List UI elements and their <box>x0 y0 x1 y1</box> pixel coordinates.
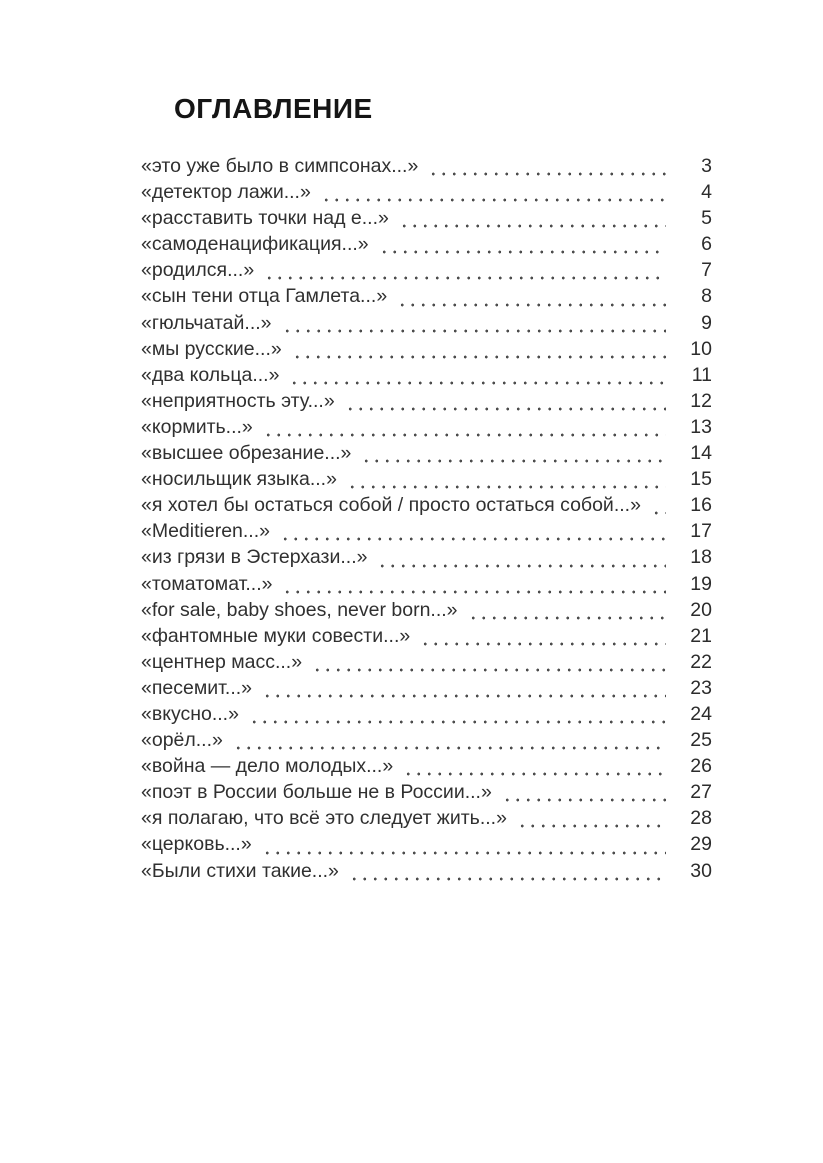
dot-leader <box>502 781 666 807</box>
toc-page-number: 8 <box>701 285 712 308</box>
toc-entry-title: «центнер масс...» <box>141 650 303 673</box>
dot-leader <box>428 155 666 181</box>
toc-entry-title: «томатомат...» <box>141 572 273 595</box>
toc-entry-title: «сын тени отца Гамлета...» <box>141 285 388 308</box>
dot-leader <box>262 833 666 859</box>
toc-row <box>141 677 712 703</box>
toc-entry-title: «гюльчатай...» <box>141 311 272 334</box>
toc-page-number: 5 <box>701 207 712 230</box>
dot-leader <box>397 285 666 311</box>
toc-entry-title: «самоденацификация...» <box>141 233 369 256</box>
dot-leader <box>651 494 666 520</box>
toc-entry-title: «песемит...» <box>141 676 253 699</box>
toc-entry-title: «расставить точки над е...» <box>141 207 389 230</box>
dot-leader <box>403 755 666 781</box>
dot-leader <box>264 259 666 285</box>
toc-row <box>141 833 712 859</box>
dot-leader <box>262 677 666 703</box>
toc-row <box>141 755 712 781</box>
dot-leader <box>468 599 666 625</box>
toc-entry-title: «орёл...» <box>141 729 223 752</box>
toc-entry-title: «родился...» <box>141 259 255 282</box>
toc-page-number: 28 <box>690 807 712 830</box>
toc-page-number: 12 <box>690 389 712 412</box>
dot-leader <box>280 520 666 546</box>
dot-leader <box>420 625 666 651</box>
dot-leader <box>292 338 666 364</box>
toc-entry-title: «фантомные муки совести...» <box>141 624 411 647</box>
toc-row <box>141 312 712 338</box>
toc-row <box>141 338 712 364</box>
toc-entry-title: «кормить...» <box>141 415 253 438</box>
toc-entry-title: «for sale, baby shoes, never born...» <box>141 598 458 621</box>
dot-leader <box>361 442 666 468</box>
toc-page-number: 25 <box>690 729 712 752</box>
toc-row <box>141 207 712 233</box>
toc-page-number: 22 <box>690 650 712 673</box>
toc-page-number: 13 <box>690 415 712 438</box>
dot-leader <box>233 729 666 755</box>
toc-entry-title: «Были стихи такие...» <box>141 859 339 882</box>
toc-entry-title: «мы русские...» <box>141 337 282 360</box>
toc-page-number: 4 <box>701 181 712 204</box>
toc-entry-title: «из грязи в Эстерхази...» <box>141 546 368 569</box>
toc-row <box>141 416 712 442</box>
toc-entry-title: «неприятность эту...» <box>141 389 335 412</box>
toc-entry-title: «высшее обрезание...» <box>141 442 352 465</box>
toc-row <box>141 468 712 494</box>
toc-page-number: 14 <box>690 442 712 465</box>
toc-page-number: 6 <box>701 233 712 256</box>
toc-row <box>141 233 712 259</box>
toc-page-number: 10 <box>690 337 712 360</box>
dot-leader <box>517 807 666 833</box>
toc-row <box>141 546 712 572</box>
toc-page-number: 7 <box>701 259 712 282</box>
toc-row <box>141 442 712 468</box>
toc-page-number: 3 <box>701 155 712 177</box>
toc-entry-title: «детектор лажи...» <box>141 181 311 204</box>
toc-row <box>141 651 712 677</box>
toc-row <box>141 520 712 546</box>
toc-row <box>141 573 712 599</box>
dot-leader <box>349 860 666 886</box>
toc-row <box>141 285 712 311</box>
toc-entry-title: «поэт в России больше не в России...» <box>141 781 492 804</box>
dot-leader <box>399 207 666 233</box>
toc-row <box>141 599 712 625</box>
toc-page-number: 9 <box>701 311 712 334</box>
page-title: ОГЛАВЛЕНИЕ <box>174 93 373 124</box>
toc-row <box>141 860 712 886</box>
dot-leader <box>289 364 666 390</box>
dot-leader <box>345 390 666 416</box>
toc-entry-title: «я полагаю, что всё это следует жить...» <box>141 807 507 830</box>
dot-leader <box>249 703 666 729</box>
toc-row <box>141 494 712 520</box>
toc-row <box>141 390 712 416</box>
toc-page-number: 23 <box>690 676 712 699</box>
toc-page-number: 17 <box>690 520 712 543</box>
toc-row <box>141 781 712 807</box>
dot-leader <box>377 546 666 572</box>
toc-page-number: 24 <box>690 702 712 725</box>
toc-row <box>141 364 712 390</box>
toc-entry-title: «я хотел бы остаться собой / просто остаться собой...» <box>141 494 641 517</box>
toc-list <box>141 155 712 886</box>
dot-leader <box>282 312 666 338</box>
toc-entry-title: «это уже было в симпсонах...» <box>141 155 419 177</box>
toc-page-number: 21 <box>690 624 712 647</box>
toc-row <box>141 729 712 755</box>
toc-row <box>141 259 712 285</box>
dot-leader <box>347 468 666 494</box>
toc-entry-title: «Meditieren...» <box>141 520 270 543</box>
dot-leader <box>282 573 666 599</box>
toc-entry-title: «вкусно...» <box>141 702 239 725</box>
toc-entry-title: «церковь...» <box>141 833 252 856</box>
toc-entry-title: «два кольца...» <box>141 363 280 386</box>
toc-row <box>141 181 712 207</box>
toc-page-number: 11 <box>691 363 712 386</box>
toc-page-number: 27 <box>690 781 712 804</box>
toc-page-number: 26 <box>690 755 712 778</box>
toc-page-number: 29 <box>690 833 712 856</box>
toc-row <box>141 625 712 651</box>
dot-leader <box>312 651 666 677</box>
toc-entry-title: «носильщик языка...» <box>141 468 337 491</box>
toc-page-number: 16 <box>690 494 712 517</box>
toc-row <box>141 703 712 729</box>
dot-leader <box>263 416 666 442</box>
toc-page-number: 30 <box>690 859 712 882</box>
toc-entry-title: «война — дело молодых...» <box>141 755 394 778</box>
toc-page-number: 15 <box>690 468 712 491</box>
toc-page-number: 20 <box>690 598 712 621</box>
toc-page-number: 19 <box>690 572 712 595</box>
toc-row <box>141 807 712 833</box>
toc-page-number: 18 <box>690 546 712 569</box>
toc-row <box>141 155 712 181</box>
dot-leader <box>321 181 666 207</box>
dot-leader <box>379 233 666 259</box>
